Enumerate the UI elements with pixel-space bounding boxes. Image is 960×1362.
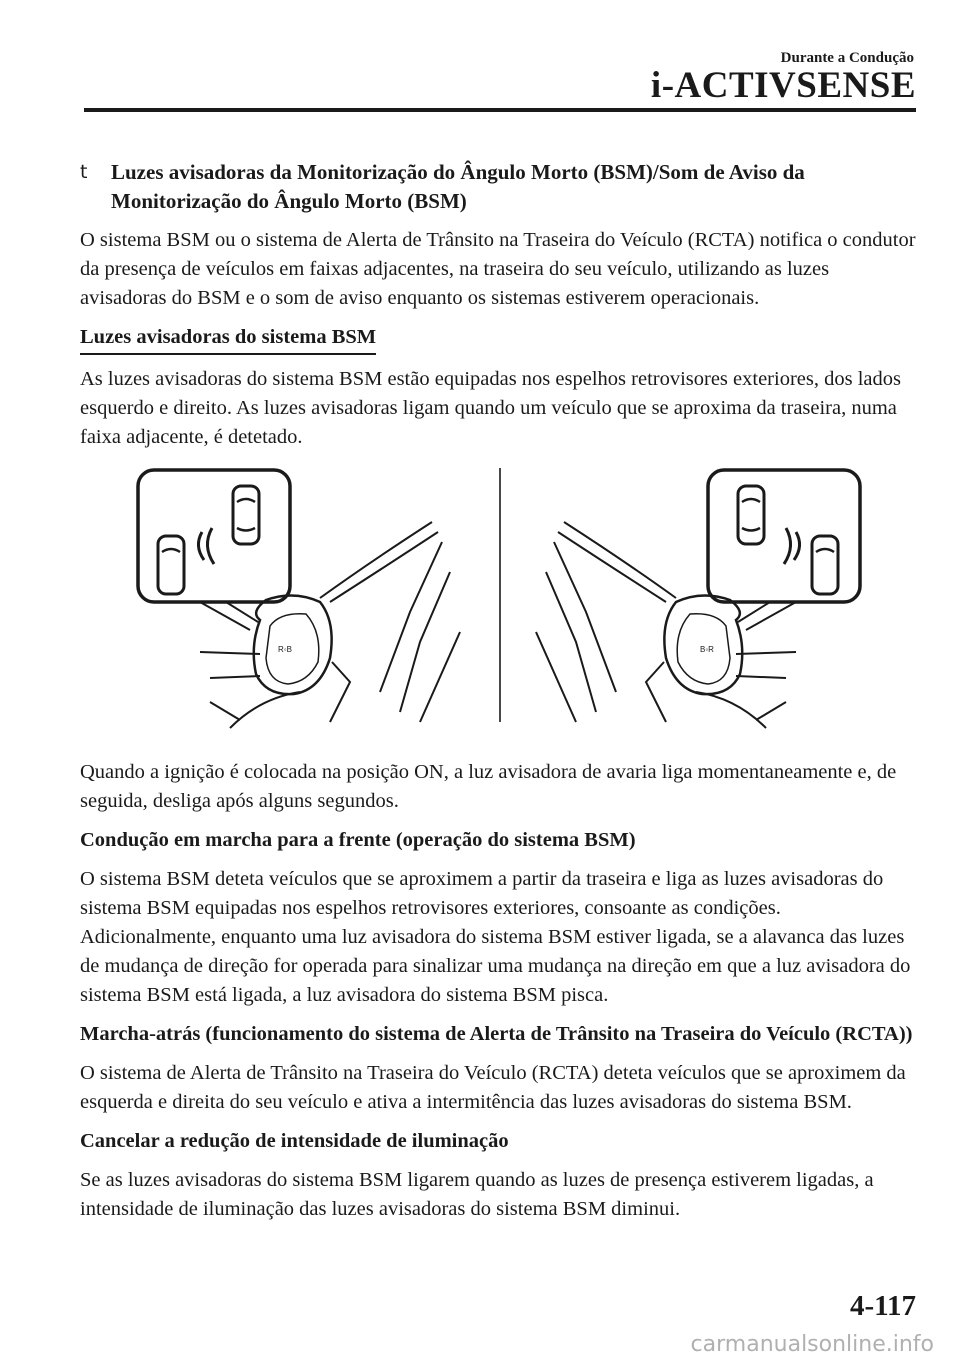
left-callout-icon: [138, 470, 290, 630]
dimming-paragraph: Se as luzes avisadoras do sistema BSM ligarem quando as luzes de presença estiverem ligadas, a intensidade de iluminação das luzes avisadoras do sistema BSM diminui.: [80, 1169, 874, 1220]
intro-paragraph: O sistema BSM ou o sistema de Alerta de Trânsito na Traseira do Veículo (RCTA) notifica o condutor da presença de veículos em faixas adjacentes, na traseira do seu veículo, utilizando as luzes avisadoras do BSM e o som de aviso enquanto os sistemas estiverem operacionais.: [80, 229, 916, 309]
dimming-heading: Cancelar a redução de intensidade de iluminação: [80, 1130, 509, 1152]
reverse-paragraph: O sistema de Alerta de Trânsito na Traseira do Veículo (RCTA) deteta veículos que se aproximem da esquerda e direita do seu veículo e ativa a intermitência das luzes avisadoras do sistema BSM.: [80, 1062, 906, 1113]
section-bullet-icon: t: [80, 161, 88, 183]
section-title-text: Luzes avisadoras da Monitorização do Ângulo Morto (BSM)/Som de Aviso da Monitorização do Ângulo Morto (BSM): [111, 160, 805, 213]
header-rule: [84, 108, 916, 112]
bsm-mirror-illustration: [80, 462, 916, 752]
section-title: [80, 158, 916, 216]
watermark: carmanualsonline.info: [690, 1332, 934, 1357]
right-mirror-icon: [536, 522, 796, 728]
page-number: 4-117: [849, 1290, 916, 1322]
running-header-chapter: i-ACTIVSENSE: [650, 65, 916, 106]
reverse-heading: Marcha-atrás (funcionamento do sistema de Alerta de Trânsito na Traseira do Veículo (RCTA)): [80, 1023, 913, 1045]
running-header-section: Durante a Condução: [780, 50, 914, 66]
right-callout-icon: [708, 470, 860, 630]
ignition-paragraph: Quando a ignição é colocada na posição ON, a luz avisadora de avaria liga momentaneamente e, de seguida, desliga após alguns segundos.: [80, 761, 897, 812]
left-mirror-icon: [200, 522, 460, 728]
svg-text:R◦B: R◦B: [278, 645, 292, 654]
svg-text:B◦R: B◦R: [700, 645, 714, 654]
forward-heading: Condução em marcha para a frente (operação do sistema BSM): [80, 829, 636, 851]
page-content: [80, 158, 916, 1234]
subsection-heading-lights: Luzes avisadoras do sistema BSM: [80, 323, 376, 355]
lights-paragraph: As luzes avisadoras do sistema BSM estão equipadas nos espelhos retrovisores exteriores, dos lados esquerdo e direito. As luzes avisadoras ligam quando um veículo que se aproxima da traseira, numa faixa adjacente, é detetado.: [80, 368, 901, 448]
forward-paragraph: O sistema BSM deteta veículos que se aproximem a partir da traseira e liga as luzes avisadoras do sistema BSM equipadas nos espelhos retrovisores exteriores, consoante as condições. Adicionalmente, enquanto uma luz avisadora do sistema BSM estiver ligada, se a alavanca das luzes de mudança de direção for operada para sinalizar uma mudança na direção em que a luz avisadora do sistema BSM está ligada, a luz avisadora do sistema BSM pisca.: [80, 868, 911, 1006]
